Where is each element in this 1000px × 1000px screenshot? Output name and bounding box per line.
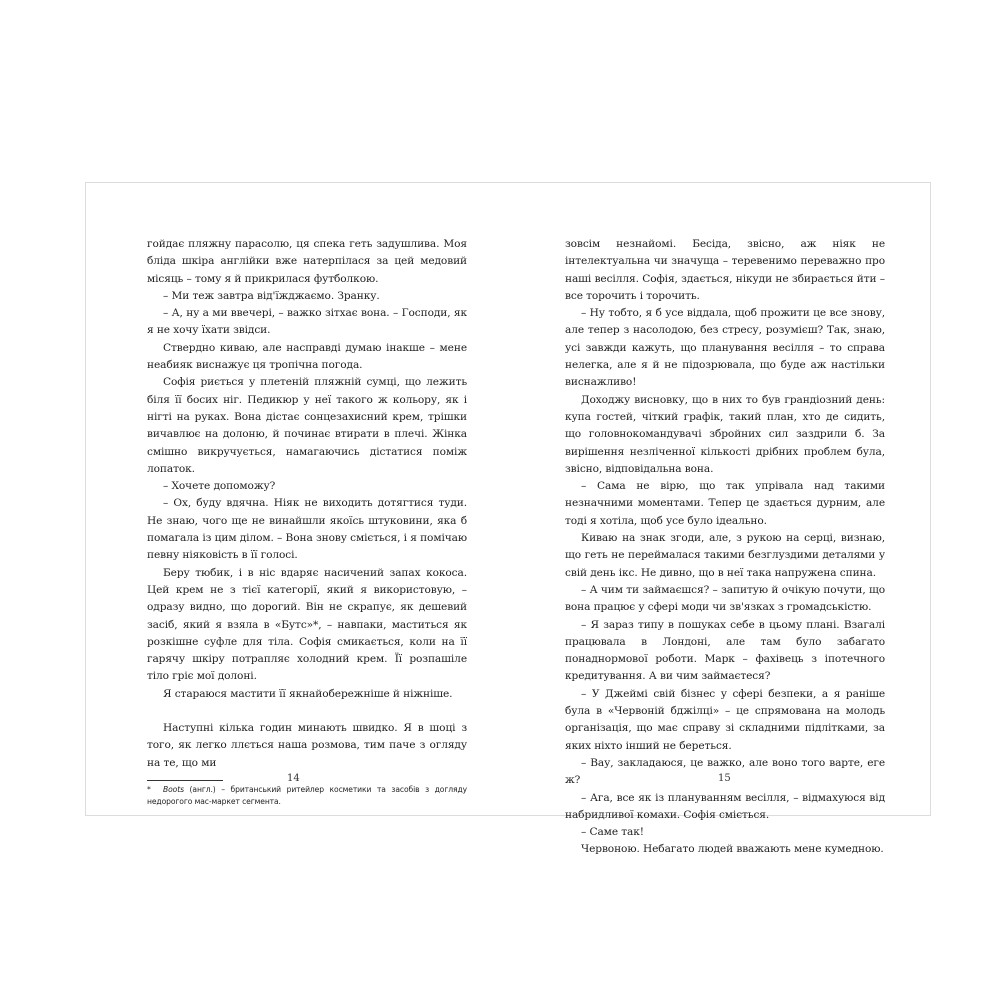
footnote-lang: (англ.) xyxy=(183,784,216,794)
paragraph: гойдає пляжну парасолю, ця спека геть задушлива. Моя бліда шкіра англійки вже натерпілася за цей медовий місяць – тому я й прикрилася футболкою. xyxy=(147,238,467,285)
paragraph: – Ага, все як із плануванням весілля, – відмахуюся від набридливої комахи. Софія сміється. xyxy=(565,791,885,821)
footnote-term: Boots xyxy=(163,784,184,794)
right-page xyxy=(565,236,885,859)
paragraph: – Я зараз типу в пошуках себе в цьому плані. Взагалі працювала в Лондоні, але там було забагато понаднормової роботи. Марк – фахівець з іпотечного кредитування. А ви чим займаєтеся? xyxy=(565,618,885,683)
left-page xyxy=(147,236,467,808)
paragraph: – Вау, закладаюся, це важко, але воно того варте, еге ж? xyxy=(565,756,885,787)
paragraph: Софія риється у плетеній пляжній сумці, що лежить біля її босих ніг. Педикюр у неї такого ж кольору, як і нігті на руках. Вона дістає сонцезахисний крем, трішки вичавлює на долоню, й починає втирати в плечі. Жінка смішно викручується, намагаючись дістатися поміж лопаток. xyxy=(147,376,467,475)
paragraph: – А чим ти займаєшся? – запитую й очікую почути, що вона працює у сфері моди чи зв'язках з громадськістю. xyxy=(565,583,885,614)
footnote-rule xyxy=(147,780,223,781)
paragraph: – Ну тобто, я б усе віддала, щоб прожити це все знову, але тепер з насолодою, без стресу, розумієш? Так, знаю, усі завжди кажуть, що планування весілля – то справа нелегка, але я й не підозрювала, що буде аж настільки виснажливо! xyxy=(565,307,885,389)
paragraph: – Сама не вірю, що так упрівала над такими незначними моментами. Тепер це здається дурним, але тоді я хотіла, щоб усе було ідеально. xyxy=(565,480,885,527)
section-break xyxy=(147,703,467,720)
page-number-left: 14 xyxy=(287,773,300,784)
paragraph: – Хочете допоможу? xyxy=(163,480,276,493)
paragraph: – Саме так! xyxy=(581,826,644,839)
paragraph: – А, ну а ми ввечері, – важко зітхає вона. – Господи, як я не хочу їхати звідси. xyxy=(147,307,467,337)
paragraph: Наступні кілька годин минають швидко. Я в шоці з того, як легко ллється наша розмова, тим паче з огляду на те, що ми xyxy=(147,722,467,769)
paragraph: зовсім незнайомі. Бесіда, звісно, аж ніяк не інтелектуальна чи значуща – теревенимо переважно про наші весілля. Софія, здається, нікуди не збирається йти – все торочить і торочить. xyxy=(565,238,885,302)
footnote xyxy=(147,784,467,808)
paragraph: Беру тюбик, і в ніс вдаряє насичений запах кокоса. Цей крем не з тієї категорії, який я використовую, – одразу видно, що дорогий. Він не скрапує, як дешевий засіб, який я взяла в «Бутс»*, – навпаки, маститься як розкішне суфле для тіла. Софія смикається, коли на її гарячу шкіру потрапляє холодний крем. Її розпашіле тіло гріє мої долоні. xyxy=(147,566,467,683)
page-number-right: 15 xyxy=(718,773,731,784)
footnote-text: – британський ритейлер косметики та засобів з догляду недорогого мас-маркет сегмента. xyxy=(147,784,467,806)
footnote-marker: * xyxy=(147,784,151,794)
paragraph: – У Джеймі свій бізнес у сфері безпеки, а я раніше була в «Червоній бджілці» – це спрямована на молодь організація, що має справу зі складними підлітками, за яких ніхто інший не береться. xyxy=(565,687,885,752)
paragraph: Я стараюся мастити її якнайобережніше й ніжніше. xyxy=(163,687,453,700)
paragraph: – Ох, буду вдячна. Ніяк не виходить дотягтися туди. Не знаю, чого ще не винайшли якоїсь штуковини, яка б помагала із цим ділом. – Вона знову сміється, і я помічаю певну ніяковість в її голосі. xyxy=(147,497,467,562)
paragraph: Доходжу висновку, що в них то був грандіозний день: купа гостей, чіткий графік, такий план, хто де сидить, що головнокомандувачі збройних сил заздрили б. За вирішення незліченної кількості дрібних проблем була, звісно, відповідальна вона. xyxy=(565,393,885,475)
paragraph: Ствердно киваю, але насправді думаю інакше – мене неабияк виснажує ця тропічна погода. xyxy=(147,341,467,372)
paragraph: Киваю на знак згоди, але, з рукою на серці, визнаю, що геть не переймалася такими безглуздими деталями у свій день ікс. Не дивно, що в неї така напружена спина. xyxy=(565,532,885,579)
paragraph: Червоною. Небагато людей вважають мене кумедною. xyxy=(581,843,884,856)
paragraph: – Ми теж завтра від'їжджаємо. Зранку. xyxy=(163,289,380,302)
